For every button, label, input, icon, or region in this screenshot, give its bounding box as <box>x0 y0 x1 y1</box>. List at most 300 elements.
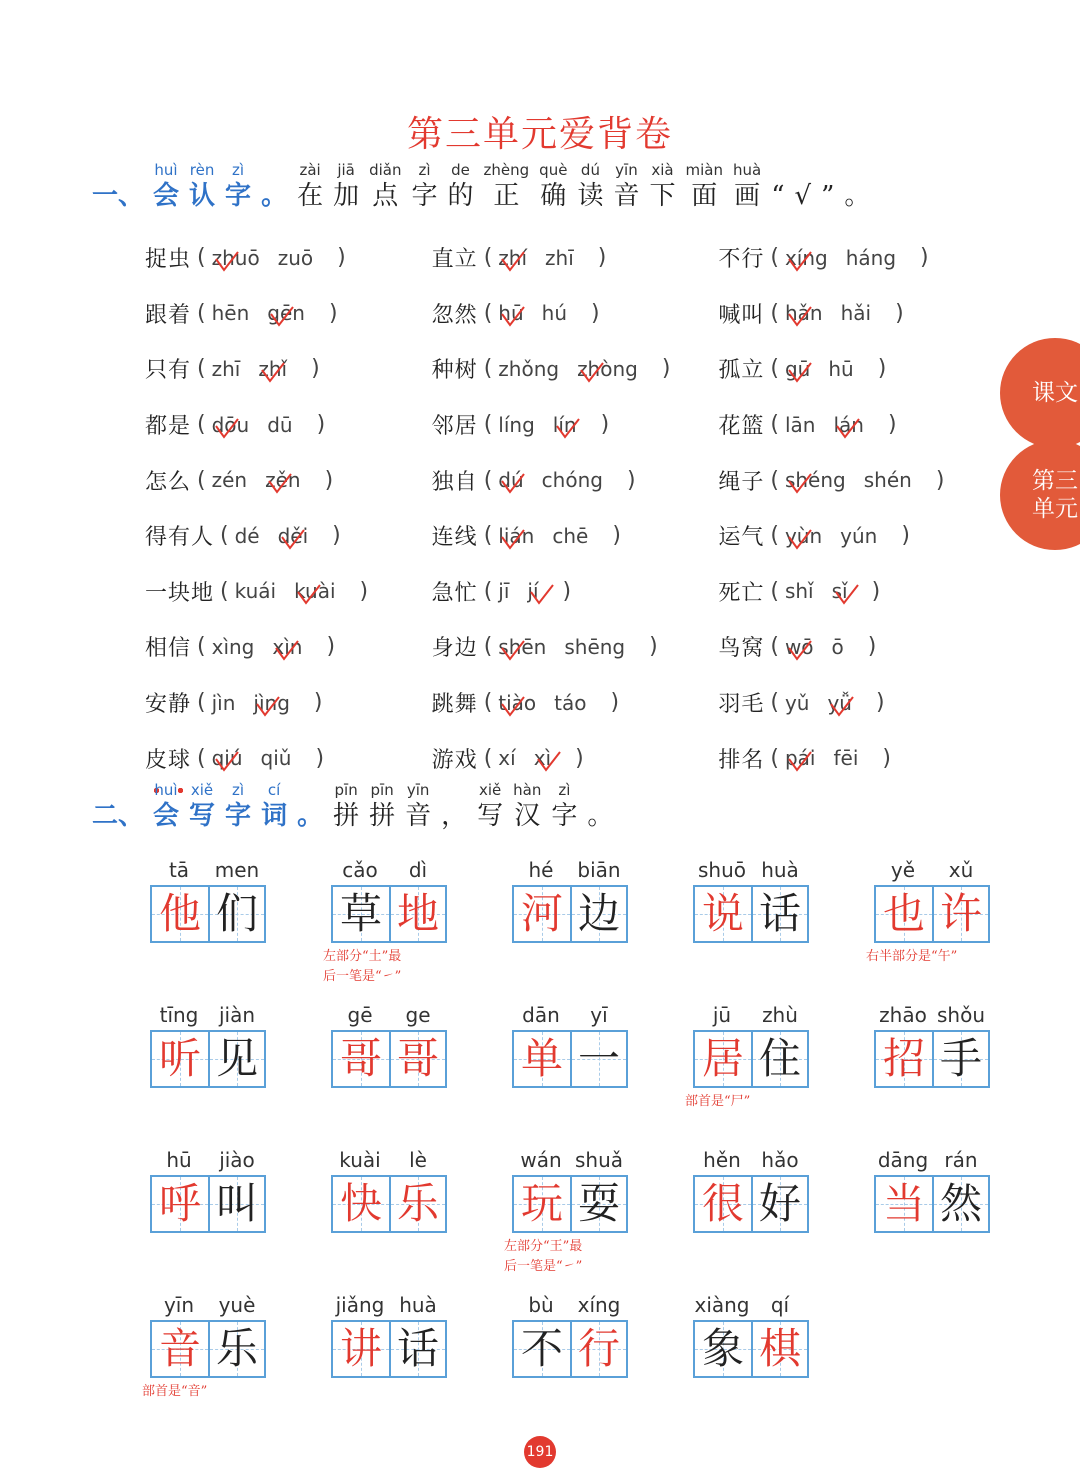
reading-word: 独自 <box>431 469 478 495</box>
reading-word: 都是 <box>145 414 192 440</box>
heading-pinyin: zài <box>299 161 321 179</box>
open-paren: ( <box>770 245 779 271</box>
close-paren: ) <box>575 745 584 771</box>
open-paren: ( <box>770 356 779 382</box>
pinyin-syllable: jū <box>712 1003 732 1027</box>
pinyin-syllable: qí <box>770 1293 790 1317</box>
pinyin-option: pái <box>784 746 816 771</box>
heading-pinyin: huì <box>154 781 178 799</box>
check-mark-icon <box>829 695 855 717</box>
pinyin-syllable: hǎo <box>761 1148 799 1172</box>
open-paren: ( <box>483 578 493 604</box>
reading-word: 羽毛 <box>718 692 765 718</box>
pinyin-option: dū <box>267 412 293 437</box>
pinyin-option: chóng <box>541 468 603 493</box>
heading-ruby-char <box>649 160 675 212</box>
reading-item <box>432 298 719 329</box>
heading-pinyin: zì <box>232 781 245 799</box>
section1-number: 一、 <box>92 181 145 211</box>
hanzi-character: 手 <box>939 1034 982 1083</box>
heading-hanzi: 字 <box>225 181 252 211</box>
word-pinyin <box>693 1145 809 1175</box>
pinyin-option: zhí <box>498 245 528 270</box>
reading-word: 种树 <box>431 358 478 384</box>
pinyin-option: hū <box>828 356 854 381</box>
heading-hanzi: 字 <box>551 801 578 831</box>
reading-row <box>145 341 1005 397</box>
close-paren: ) <box>600 412 610 438</box>
writing-tip <box>685 1092 750 1112</box>
pinyin-syllable: shǒu <box>936 1003 985 1027</box>
pinyin-option: sǐ <box>832 579 848 603</box>
reading-item <box>432 631 719 662</box>
hanzi-character: 象 <box>701 1324 744 1373</box>
grid-cell <box>514 1032 570 1086</box>
reading-word: 一块地 <box>145 580 215 606</box>
open-paren: ( <box>770 300 779 326</box>
word-item <box>331 1000 512 1145</box>
close-paren: ) <box>311 356 320 382</box>
grid-cell <box>876 1177 932 1231</box>
pinyin-syllable: jiào <box>219 1148 255 1172</box>
pinyin-option: ō <box>831 634 844 659</box>
pinyin-option: tiào <box>498 690 537 715</box>
hanzi-character: 快 <box>339 1179 382 1228</box>
pinyin-option: jī <box>498 579 510 604</box>
heading-ruby-char <box>821 160 834 212</box>
check-mark-icon <box>787 250 813 272</box>
word-item <box>512 1290 693 1435</box>
heading-hanzi: 汉 <box>514 801 541 831</box>
pinyin-option: yún <box>840 523 878 548</box>
grid-cell <box>152 1032 208 1086</box>
reading-item <box>432 465 719 496</box>
word-item <box>504 1145 693 1290</box>
pinyin-syllable: ge <box>405 1003 431 1027</box>
reading-row <box>145 508 1005 564</box>
pinyin-syllable: zhù <box>762 1003 798 1027</box>
open-paren: ( <box>197 467 206 493</box>
reading-item <box>718 242 1005 273</box>
heading-pinyin: zhèng <box>483 161 530 179</box>
pinyin-syllable: cǎo <box>342 858 378 882</box>
heading-hanzi: 面 <box>691 181 718 211</box>
word-row <box>150 1000 1055 1145</box>
close-paren: ) <box>332 523 341 549</box>
check-mark-icon <box>500 695 526 717</box>
pinyin-option: lán <box>833 412 864 437</box>
section2-number: 二、 <box>92 801 145 831</box>
heading-pinyin: què <box>539 161 568 179</box>
reading-row <box>145 675 1005 731</box>
close-paren: ) <box>901 523 910 549</box>
pinyin-option: xíng <box>784 245 828 270</box>
reading-item <box>432 242 719 273</box>
word-item <box>331 1290 512 1435</box>
pinyin-option: jìng <box>253 690 290 715</box>
check-mark-icon <box>500 639 526 661</box>
heading-pinyin: miàn <box>685 161 723 179</box>
word-pinyin <box>512 855 628 885</box>
check-mark-icon <box>835 417 861 439</box>
writing-exercise <box>142 855 1055 1435</box>
reading-item <box>432 576 719 607</box>
check-mark-icon <box>787 639 813 661</box>
reading-word: 身边 <box>431 636 478 662</box>
reading-word: 只有 <box>145 358 192 384</box>
heading-ruby-char <box>369 160 401 212</box>
heading-pinyin: huà <box>732 161 762 179</box>
close-paren: ) <box>649 634 658 660</box>
grid-cell <box>751 887 807 941</box>
grid-cell <box>514 1322 570 1376</box>
reading-item <box>718 298 1005 329</box>
grid-cell <box>695 1322 751 1376</box>
heading-ruby-char <box>369 780 395 832</box>
close-paren: ) <box>661 356 671 382</box>
word-pinyin <box>512 1290 628 1320</box>
heading-pinyin: xià <box>651 161 674 179</box>
pinyin-option: fēi <box>833 746 859 771</box>
grid-cell <box>389 887 445 941</box>
close-paren: ) <box>597 245 607 271</box>
grid-cell <box>695 887 751 941</box>
heading-ruby-char <box>412 160 438 212</box>
hanzi-character: 棋 <box>758 1324 801 1373</box>
grid-cell <box>876 1032 932 1086</box>
close-paren: ) <box>313 690 323 716</box>
grid-cell <box>389 1032 445 1086</box>
close-paren: ) <box>591 300 600 326</box>
tian-grid <box>512 1175 628 1233</box>
close-paren: ) <box>935 467 945 493</box>
hanzi-character: 河 <box>520 889 563 938</box>
heading-hanzi: 音 <box>613 181 640 211</box>
hanzi-character: 一 <box>577 1034 620 1083</box>
reading-word: 排名 <box>718 747 765 773</box>
tab-lessons-label: 课文 <box>1032 380 1078 406</box>
section2-heading <box>92 780 618 832</box>
open-paren: ( <box>197 356 206 382</box>
word-pinyin <box>150 1145 266 1175</box>
check-mark-icon <box>214 750 240 772</box>
pinyin-option: xí <box>498 746 516 771</box>
reading-word: 游戏 <box>431 747 478 773</box>
close-paren: ) <box>324 467 334 493</box>
close-paren: ) <box>877 356 887 382</box>
grid-cell <box>333 1322 389 1376</box>
word-pinyin <box>150 855 266 885</box>
open-paren: ( <box>483 634 493 660</box>
reading-word: 怎么 <box>145 469 192 495</box>
open-paren: ( <box>483 300 493 326</box>
writing-tip-line: 左部分“王”最 <box>504 1239 583 1254</box>
word-pinyin <box>874 1145 990 1175</box>
pinyin-syllable: men <box>214 858 260 882</box>
pinyin-option: shēn <box>498 634 547 659</box>
heading-ruby-char <box>844 160 870 212</box>
heading-ruby-char <box>448 160 474 212</box>
heading-hanzi: 音 <box>405 801 432 831</box>
reading-item <box>432 743 719 774</box>
pinyin-option: jí <box>527 579 538 603</box>
check-mark-icon <box>529 583 555 605</box>
reading-word: 安静 <box>145 692 192 718</box>
hanzi-character: 呼 <box>158 1179 201 1228</box>
pinyin-option: táo <box>554 690 587 715</box>
reading-item <box>432 409 719 440</box>
reading-item <box>432 687 719 718</box>
grid-cell <box>514 887 570 941</box>
heading-hanzi: 字 <box>411 181 438 211</box>
reading-row <box>145 564 1005 620</box>
heading-pinyin: rèn <box>189 161 215 179</box>
hanzi-character: 草 <box>339 889 382 938</box>
heading-ruby-char <box>261 780 287 832</box>
heading-ruby-char <box>297 780 323 832</box>
heading-ruby-char <box>587 780 613 832</box>
reading-item <box>718 520 1005 551</box>
hanzi-character: 他 <box>158 889 201 938</box>
check-mark-icon <box>260 361 286 383</box>
reading-row <box>145 230 1005 286</box>
open-paren: ( <box>770 467 779 493</box>
tian-grid <box>693 885 809 943</box>
pinyin-option: zěn <box>265 468 301 493</box>
reading-item <box>145 520 432 551</box>
tab-unit-three[interactable] <box>1000 440 1080 550</box>
check-mark-icon <box>555 417 581 439</box>
check-mark-icon <box>500 305 526 327</box>
open-paren: ( <box>770 412 779 438</box>
reading-exercise <box>145 230 1005 786</box>
grid-cell <box>389 1177 445 1231</box>
heading-ruby-char <box>441 780 467 832</box>
heading-hanzi: 下 <box>649 181 676 211</box>
pinyin-syllable: jiàn <box>218 1003 256 1027</box>
pinyin-syllable: huà <box>399 1293 437 1317</box>
pinyin-syllable: xíng <box>577 1293 621 1317</box>
close-paren: ) <box>359 578 369 604</box>
hanzi-character: 耍 <box>577 1179 620 1228</box>
heading-ruby-char <box>613 160 639 212</box>
reading-item <box>145 409 432 440</box>
heading-ruby-char <box>477 780 503 832</box>
page-number: 191 <box>524 1436 556 1468</box>
heading-hanzi: 正 <box>493 181 520 211</box>
word-row <box>150 1145 1055 1290</box>
word-item <box>512 1000 693 1145</box>
pinyin-option: děi <box>277 523 309 548</box>
pinyin-syllable: zhāo <box>879 1003 927 1027</box>
reading-word: 鸟窝 <box>718 636 765 662</box>
reading-item <box>718 576 1005 607</box>
close-paren: ) <box>610 690 620 716</box>
heading-pinyin: jiā <box>337 161 355 179</box>
word-pinyin <box>512 1000 628 1030</box>
pinyin-option: zén <box>211 468 248 493</box>
hanzi-character: 哥 <box>339 1034 382 1083</box>
pinyin-option: xìng <box>211 634 255 659</box>
word-pinyin <box>331 855 447 885</box>
pinyin-syllable: yuè <box>218 1293 256 1317</box>
pinyin-option: zhī <box>545 245 574 270</box>
heading-hanzi: 的 <box>447 181 474 211</box>
writing-tip <box>142 1382 207 1402</box>
check-mark-icon <box>267 472 293 494</box>
open-paren: ( <box>483 745 493 771</box>
grid-cell <box>208 1177 264 1231</box>
hanzi-character: 行 <box>577 1324 620 1373</box>
check-mark-icon <box>536 750 562 772</box>
writing-tip-line: 部首是“尸” <box>685 1094 751 1109</box>
pinyin-option: zhuō <box>211 245 260 270</box>
pinyin-syllable: dāng <box>877 1148 929 1172</box>
pinyin-syllable: kuài <box>339 1148 381 1172</box>
pinyin-option: dōu <box>211 412 250 437</box>
writing-tip <box>866 947 957 967</box>
hanzi-character: 当 <box>882 1179 925 1228</box>
word-pinyin <box>331 1290 447 1320</box>
reading-item <box>432 520 719 551</box>
reading-row <box>145 452 1005 508</box>
hanzi-character: 也 <box>882 889 925 938</box>
hanzi-character: 见 <box>215 1034 258 1083</box>
reading-row <box>145 730 1005 786</box>
close-paren: ) <box>875 690 885 716</box>
pinyin-option: hǎi <box>840 301 872 326</box>
close-paren: ) <box>871 578 881 604</box>
grid-cell <box>208 887 264 941</box>
hanzi-character: 听 <box>158 1034 201 1083</box>
reading-word: 孤立 <box>718 358 765 384</box>
open-paren: ( <box>197 300 206 326</box>
heading-ruby-char <box>551 780 577 832</box>
word-item <box>331 1145 512 1290</box>
heading-hanzi: 词 <box>261 801 288 831</box>
reading-word: 皮球 <box>145 747 192 773</box>
pinyin-syllable: yě <box>890 858 916 882</box>
heading-hanzi: 写 <box>189 801 216 831</box>
pinyin-option: xìn <box>272 634 303 659</box>
pinyin-option: háng <box>845 245 897 270</box>
heading-hanzi: 。 <box>261 181 288 211</box>
hanzi-character: 叫 <box>215 1179 258 1228</box>
tian-grid <box>331 1030 447 1088</box>
tian-grid <box>512 1030 628 1088</box>
word-pinyin <box>512 1145 628 1175</box>
hanzi-character: 好 <box>758 1179 801 1228</box>
pinyin-option: hēn <box>211 301 250 326</box>
tian-grid <box>874 885 990 943</box>
tian-grid <box>512 1320 628 1378</box>
heading-hanzi: 确 <box>540 181 567 211</box>
word-item <box>150 1000 331 1145</box>
reading-item <box>145 576 432 607</box>
word-row <box>150 855 1055 1000</box>
pinyin-option: xì <box>534 746 551 770</box>
word-pinyin <box>331 1000 447 1030</box>
pinyin-option: shēng <box>564 634 626 659</box>
hanzi-character: 讲 <box>339 1324 382 1373</box>
heading-hanzi: 点 <box>372 181 399 211</box>
heading-pinyin: hàn <box>513 781 542 799</box>
page-title: 第三单元爱背卷 <box>406 114 673 155</box>
close-paren: ) <box>612 523 621 549</box>
grid-cell <box>751 1177 807 1231</box>
open-paren: ( <box>220 578 229 604</box>
word-pinyin <box>693 1000 809 1030</box>
pinyin-syllable: bù <box>528 1293 554 1317</box>
heading-hanzi: ， <box>441 801 468 831</box>
heading-hanzi: 拼 <box>369 801 396 831</box>
grid-cell <box>333 887 389 941</box>
close-paren: ) <box>315 745 325 771</box>
hanzi-character: 话 <box>396 1324 439 1373</box>
reading-item <box>145 242 432 273</box>
grid-cell <box>751 1032 807 1086</box>
reading-item <box>718 353 1005 384</box>
heading-ruby-char <box>794 160 811 212</box>
heading-pinyin: zì <box>418 161 431 179</box>
reading-word: 花篮 <box>718 414 765 440</box>
grid-cell <box>514 1177 570 1231</box>
word-item <box>323 855 512 1000</box>
heading-ruby-char <box>189 160 215 212</box>
grid-cell <box>208 1032 264 1086</box>
check-mark-icon <box>500 472 526 494</box>
check-mark-icon <box>255 695 281 717</box>
close-paren: ) <box>887 412 897 438</box>
tian-grid <box>150 1320 266 1378</box>
reading-word: 得有人 <box>145 525 215 551</box>
reading-word: 邻居 <box>431 414 478 440</box>
open-paren: ( <box>197 690 206 716</box>
reading-item <box>145 687 432 718</box>
hanzi-character: 们 <box>215 889 258 938</box>
writing-tip <box>504 1237 582 1277</box>
close-paren: ) <box>626 467 636 493</box>
word-item <box>512 855 693 1000</box>
heading-hanzi: 画 <box>734 181 761 211</box>
heading-pinyin: zì <box>558 781 571 799</box>
heading-pinyin: pīn <box>370 781 394 799</box>
pinyin-option: chē <box>552 523 589 548</box>
hanzi-character: 居 <box>701 1034 744 1083</box>
heading-ruby-char <box>771 160 784 212</box>
check-mark-icon <box>214 417 240 439</box>
heading-hanzi: 字 <box>225 801 252 831</box>
tab-unit-three-label-2: 单元 <box>1032 496 1078 522</box>
grid-cell <box>389 1322 445 1376</box>
tab-lessons[interactable] <box>1000 338 1080 448</box>
reading-item <box>145 743 432 774</box>
grid-cell <box>208 1322 264 1376</box>
heading-ruby-char <box>297 160 323 212</box>
heading-ruby-char <box>733 160 761 212</box>
pinyin-syllable: huà <box>761 858 799 882</box>
heading-pinyin: diǎn <box>369 161 402 179</box>
word-pinyin <box>874 1000 990 1030</box>
pinyin-option: qiú <box>211 746 243 771</box>
pinyin-option: hú <box>541 301 567 326</box>
pinyin-option: shén <box>863 468 912 493</box>
heading-pinyin: yīn <box>406 781 430 799</box>
check-mark-icon <box>787 361 813 383</box>
grid-cell <box>876 887 932 941</box>
hanzi-character: 不 <box>520 1324 563 1373</box>
pinyin-syllable: gē <box>347 1003 373 1027</box>
